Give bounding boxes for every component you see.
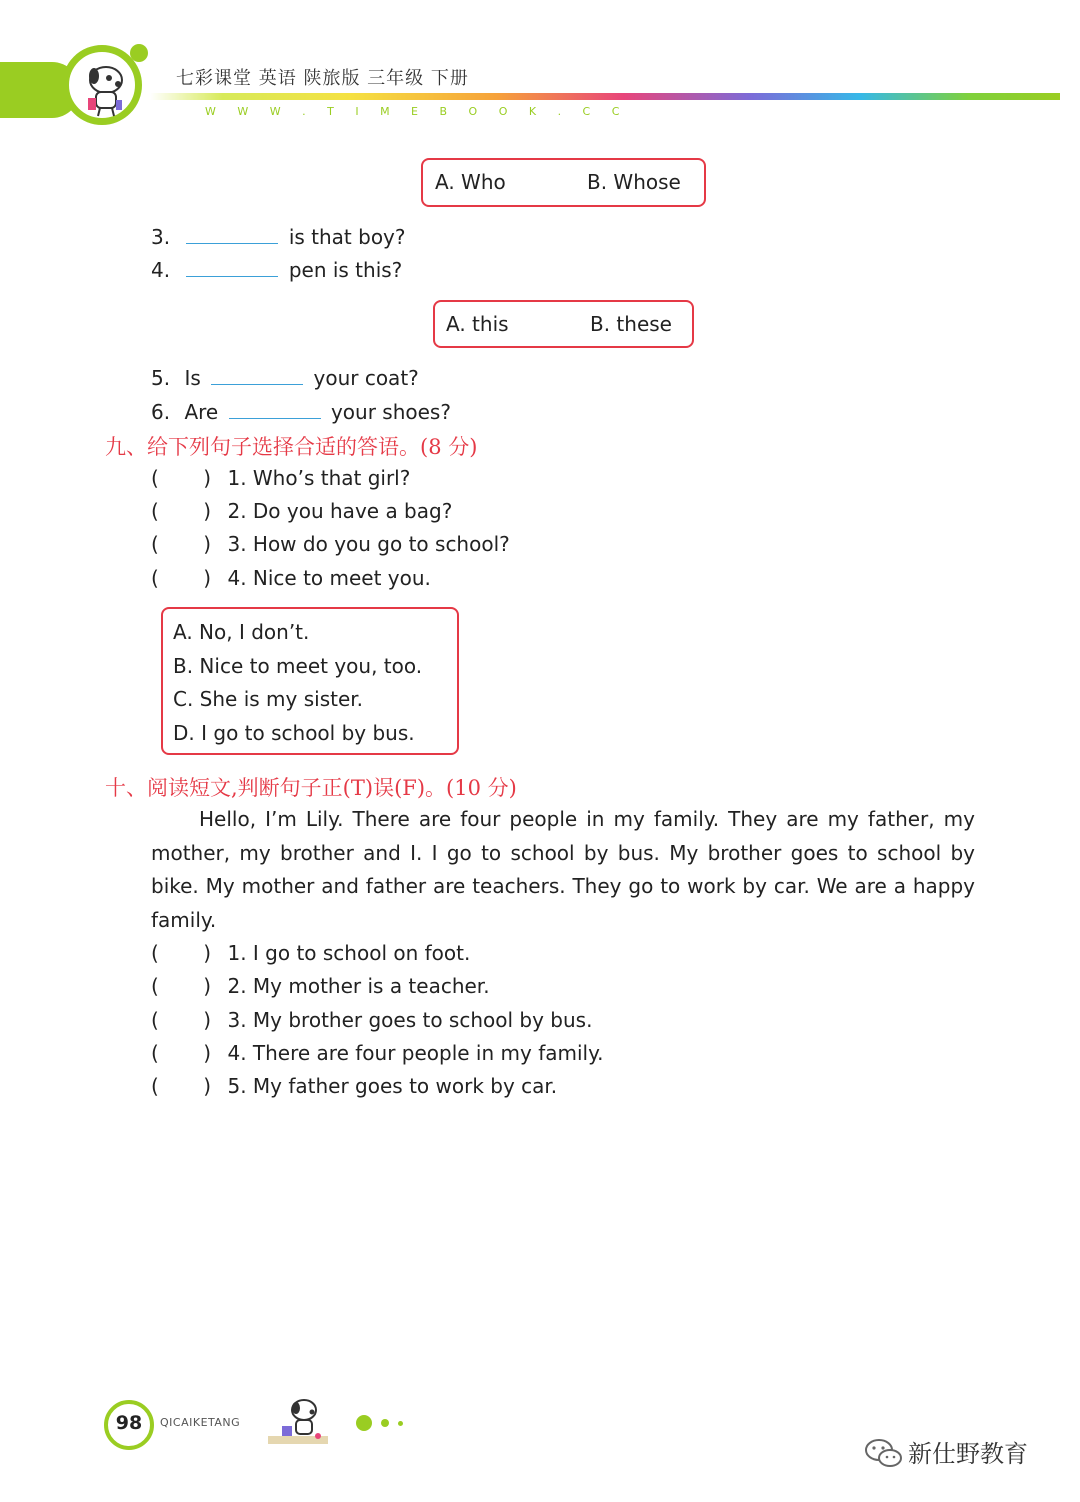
answer-paren[interactable]: ( ) <box>151 941 212 965</box>
footer-dot-medium <box>381 1419 389 1427</box>
answer-option: A. No, I don’t. <box>173 620 310 644</box>
question-6 <box>151 400 451 424</box>
wechat-icon <box>864 1436 904 1470</box>
answer-option: D. I go to school by bus. <box>173 721 415 745</box>
option-b: B. these <box>590 312 672 336</box>
option-a: A. Who <box>435 170 506 194</box>
section-9-item <box>151 532 510 556</box>
question-5 <box>151 366 419 390</box>
item-text: 4. There are four people in my family. <box>227 1041 604 1065</box>
answer-paren[interactable]: ( ) <box>151 1041 212 1065</box>
question-number: 3. <box>151 225 171 249</box>
answer-blank[interactable] <box>186 225 278 244</box>
section-10-item <box>151 941 470 965</box>
question-text: is that boy? <box>288 225 406 249</box>
question-text: Are <box>184 400 219 424</box>
question-3 <box>151 225 406 249</box>
answer-blank[interactable] <box>186 258 278 277</box>
logo-dot <box>130 44 148 62</box>
item-text: 3. How do you go to school? <box>227 532 510 556</box>
dog-mascot-icon <box>76 58 132 118</box>
question-number: 4. <box>151 258 171 282</box>
question-number: 6. <box>151 400 171 424</box>
section-10-item <box>151 1008 592 1032</box>
option-b: B. Whose <box>587 170 681 194</box>
option-a: A. this <box>446 312 509 336</box>
section-10-item <box>151 1041 603 1065</box>
answer-paren[interactable]: ( ) <box>151 566 212 590</box>
dog-painting-icon <box>268 1396 334 1448</box>
section-9-item <box>151 466 410 490</box>
answer-paren[interactable]: ( ) <box>151 499 212 523</box>
answer-paren[interactable]: ( ) <box>151 1074 212 1098</box>
item-text: 2. My mother is a teacher. <box>227 974 490 998</box>
question-text: Is <box>184 366 201 390</box>
question-text: your shoes? <box>330 400 451 424</box>
answer-paren[interactable]: ( ) <box>151 466 212 490</box>
answer-blank[interactable] <box>229 400 321 419</box>
question-4 <box>151 258 402 282</box>
item-text: 5. My father goes to work by car. <box>227 1074 558 1098</box>
footer-brand: QICAIKETANG <box>160 1416 241 1429</box>
question-text: pen is this? <box>288 258 403 282</box>
item-text: 4. Nice to meet you. <box>227 566 431 590</box>
page-number: 98 <box>115 1412 143 1434</box>
section-10-title: 十、阅读短文,判断句子正(T)误(F)。(10 分) <box>105 776 517 800</box>
footer-dot-large <box>356 1415 372 1431</box>
item-text: 1. Who’s that girl? <box>227 466 411 490</box>
answer-paren[interactable]: ( ) <box>151 974 212 998</box>
answer-paren[interactable]: ( ) <box>151 1008 212 1032</box>
section-9-item <box>151 566 431 590</box>
answer-option: B. Nice to meet you, too. <box>173 654 423 678</box>
footer-dot-small <box>398 1421 403 1426</box>
question-text: your coat? <box>313 366 419 390</box>
section-9-title: 九、给下列句子选择合适的答语。(8 分) <box>105 435 478 459</box>
header-url: W W W . T I M E B O O K . C C <box>205 105 629 118</box>
item-text: 2. Do you have a bag? <box>227 499 453 523</box>
section-10-item <box>151 1074 557 1098</box>
item-text: 3. My brother goes to school by bus. <box>227 1008 593 1032</box>
answer-paren[interactable]: ( ) <box>151 532 212 556</box>
section-10-item <box>151 974 490 998</box>
question-number: 5. <box>151 366 171 390</box>
header-title: 七彩课堂 英语 陕旅版 三年级 下册 <box>176 68 469 89</box>
passage-text: Hello, I’m Lily. There are four people in my family. They are my father, my mother, my brother and I. I go to school by bus. My brother goes to school by bike. My mother and father are teachers. They go to work by car. We are a happy family. <box>151 807 975 932</box>
item-text: 1. I go to school on foot. <box>227 941 471 965</box>
answer-blank[interactable] <box>211 366 303 385</box>
section-9-item <box>151 499 452 523</box>
watermark-text: 新仕野教育 <box>908 1440 1028 1468</box>
answer-option: C. She is my sister. <box>173 687 364 711</box>
header-rainbow-bar <box>150 93 1060 100</box>
reading-passage <box>151 803 975 937</box>
